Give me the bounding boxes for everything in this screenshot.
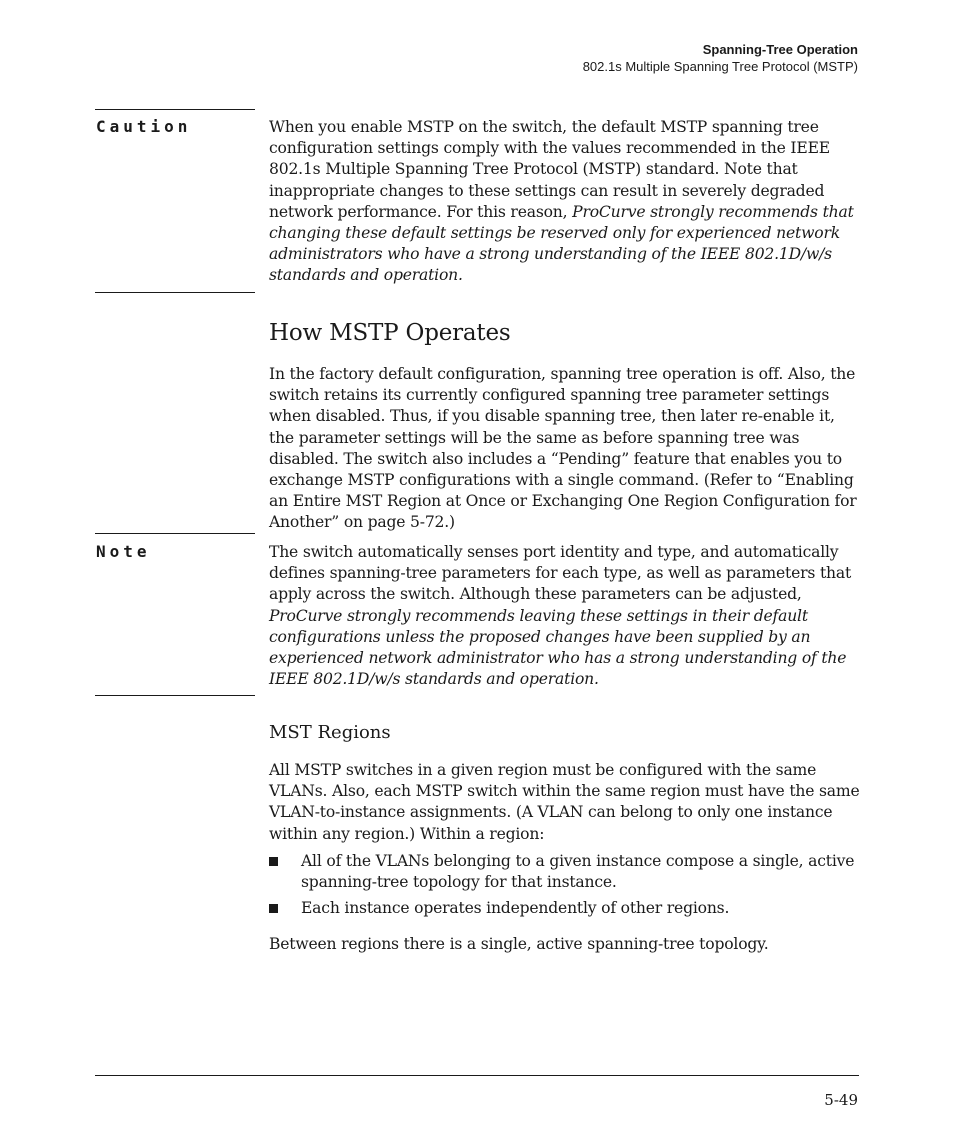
bullet-square-icon	[269, 904, 278, 913]
caution-text-italic: ProCurve strongly recommends that changing these default settings be reserved only for experienced network administrators who have a strong understanding of the IEEE 802.1D/w/s standards and operation.	[269, 202, 854, 285]
note-text-plain: The switch automatically senses port identity and type, and automatically defines spanning-tree parameters for each type, as well as parameters that apply across the switch. Although these parameters can be adjusted,	[269, 543, 852, 604]
note-top-rule	[95, 533, 255, 534]
note-text-italic: ProCurve strongly recommends leaving these settings in their default configurations unless the proposed changes have been supplied by an experienced network administrator who has a strong understanding of the IEEE 802.1D/w/s standards and operation.	[269, 606, 847, 689]
caution-text-plain: When you enable MSTP on the switch, the default MSTP spanning tree configuration settings comply with the values recommended in the IEEE 802.1s Multiple Spanning Tree Protocol (MSTP) standard. Note that inappropriate changes to these settings can result in severely degraded network performance. For this reason,	[269, 118, 830, 221]
list-item-text: Each instance operates independently of other regions.	[301, 899, 730, 917]
note-bottom-rule	[95, 695, 255, 696]
section-heading-how-mstp-operates: How MSTP Operates	[269, 320, 511, 346]
list-item	[269, 898, 860, 919]
mst-regions-paragraph: All MSTP switches in a given region must be configured with the same VLANs. Also, each MSTP switch within the same region must have the same VLAN-to-instance assignments. (A VLAN can belong to only one instance within any region.) Within a region:	[269, 761, 860, 843]
note-text	[269, 542, 860, 690]
bullet-square-icon	[269, 857, 278, 866]
list-item-text: All of the VLANs belonging to a given instance compose a single, active spanning-tree topology for that instance.	[301, 852, 855, 892]
subsection-heading-mst-regions: MST Regions	[269, 722, 391, 743]
caution-label: Caution	[96, 117, 192, 136]
caution-top-rule	[95, 109, 255, 110]
mst-regions-closing: Between regions there is a single, active spanning-tree topology.	[269, 935, 769, 953]
caution-bottom-rule	[95, 292, 255, 293]
caution-text	[269, 117, 860, 287]
header-chapter-title: Spanning-Tree Operation	[702, 42, 858, 57]
page-number: 5-49	[824, 1091, 858, 1109]
running-header	[583, 41, 858, 75]
note-label: Note	[96, 542, 151, 561]
header-section-title: 802.1s Multiple Spanning Tree Protocol (MSTP)	[582, 59, 858, 74]
footer-rule	[95, 1075, 859, 1076]
how-mstp-paragraph: In the factory default configuration, spanning tree operation is off. Also, the switch retains its currently configured spanning tree parameter settings when disabled. Thus, if you disable spanning tree, then later re-enable it, the parameter settings will be the same as before spanning tree was disabled. The switch also includes a “Pending” feature that enables you to exchange MSTP configurations with a single command. (Refer to “Enabling an Entire MST Region at Once or Exchanging One Region Configuration for Another” on page 5-72.)	[269, 365, 857, 532]
list-item	[269, 851, 860, 893]
